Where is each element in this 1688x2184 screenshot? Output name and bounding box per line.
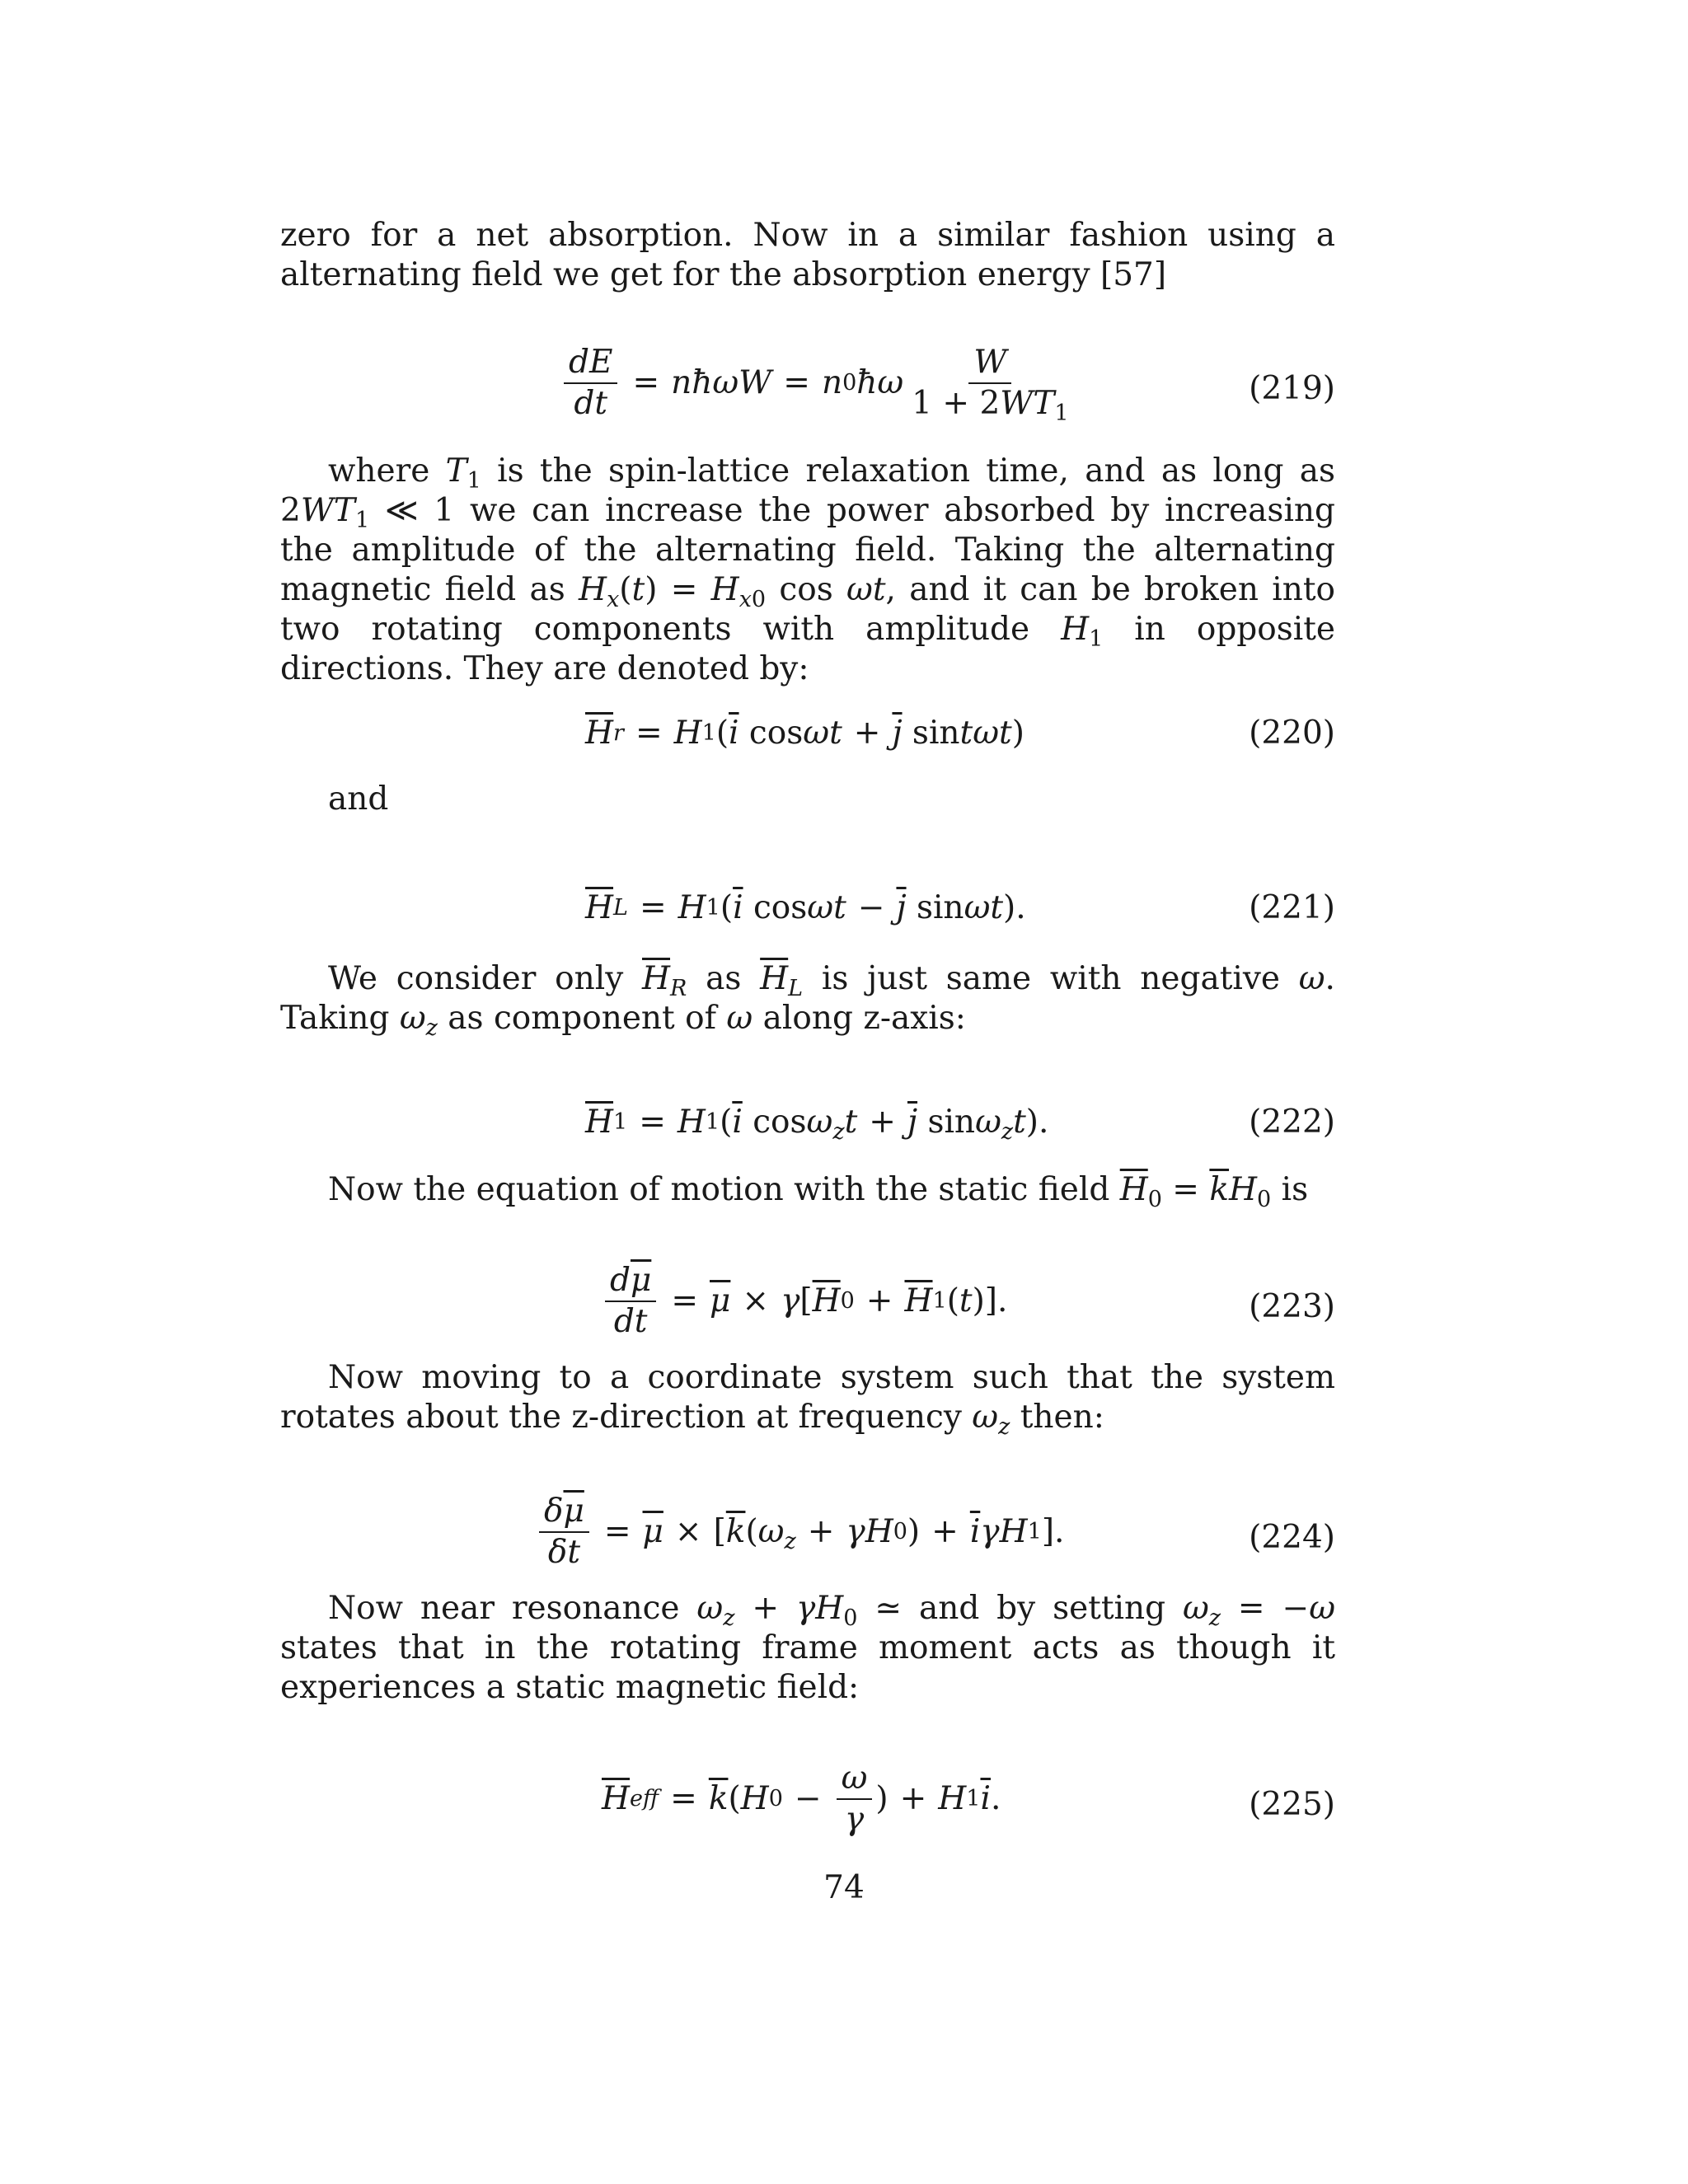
equation-225: $\overline{H}$ eff = $\overline{k}$ ( H 0 − $\frac{\omega}{\gamma}$ ) + H 1 $\overline{i}$ . (225)	[602, 1760, 1335, 1838]
equation-number: (223)	[1249, 1288, 1335, 1325]
equation-220: $\overline{H}$ r = H 1 ( $\overline{i}$ cos ωt + $\overline{j}$ sin tωt ) (220)	[585, 715, 1335, 752]
page-number: 74	[823, 1869, 865, 1906]
equation-221: $\overline{H}$ L = H 1 ( $\overline{i}$ cos ωt − $\overline{j}$ sin ωt ). (221)	[585, 889, 1335, 926]
equation-222: $\overline{H}$ 1 = H 1 ( $\overline{i}$ cos $\omega_zt$ + $\overline{j}$ sin $\omega_zt$ ). (222)	[585, 1104, 1335, 1145]
equation-number: (221)	[1249, 889, 1335, 926]
paragraph-relaxation: where $T_1$ is the spin-lattice relaxation time, and as long as $2WT_1$ ≪ 1 we can increase the power absorbed by increasing the amplitude of the alternating field. Taking the alternating magnetic field as $H_x(t) = H_{x0}$ cos ωt, and it can be broken into two rotating components with amplitude $H_1$ in opposite directions. They are denoted by:	[280, 452, 1335, 687]
paragraph-resonance: Now near resonance $\omega_z + \gamma H_0$ ≃ and by setting $\omega_z = -\omega$ states that in the rotating frame moment acts as though it experiences a static magnetic field:	[280, 1590, 1335, 1706]
equation-number: (224)	[1249, 1519, 1335, 1556]
paragraph-rotating: Now moving to a coordinate system such that the system rotates about the z-direction at frequency $\omega_z$ then:	[280, 1359, 1335, 1440]
word-and: and	[328, 780, 389, 818]
equation-219: $\frac{dE}{dt}$ = nħωW = n 0 ħω $\frac{W}{1 + 2WT_1}$ (219)	[280, 344, 1335, 452]
equation-number: (219)	[1249, 370, 1335, 407]
equation-number: (220)	[1249, 715, 1335, 752]
equation-number: (222)	[1249, 1104, 1335, 1141]
equation-223: $\frac{d\overline{\mu}}{dt}$ = $\overline{\mu}$ × γ [ $\overline{H}$ 0 + $\overline{H}$ 1 ( t )]. (223)	[280, 1263, 1335, 1370]
paragraph-motion: Now the equation of motion with the static field $\overline{H}_0 = \overline{k}H_0$ is	[328, 1171, 1309, 1212]
paragraph-consider: We consider only $\overline{H}_R$ as $\overline{H}_L$ is just same with negative ω. Taking $\omega_z$ as component of ω along z-axis:	[280, 960, 1335, 1041]
equation-224: $\frac{\delta\overline{\mu}}{\delta t}$ = $\overline{\mu}$ × [ $\overline{k}$ ( $\omega_z$ + γH 0 ) + $\overline{i}$ γH 1 ]. (224)	[280, 1493, 1335, 1601]
paragraph-intro: zero for a net absorption. Now in a similar fashion using a alternating field we get for the absorption energy [57]	[280, 217, 1335, 293]
equation-number: (225)	[1249, 1786, 1335, 1823]
